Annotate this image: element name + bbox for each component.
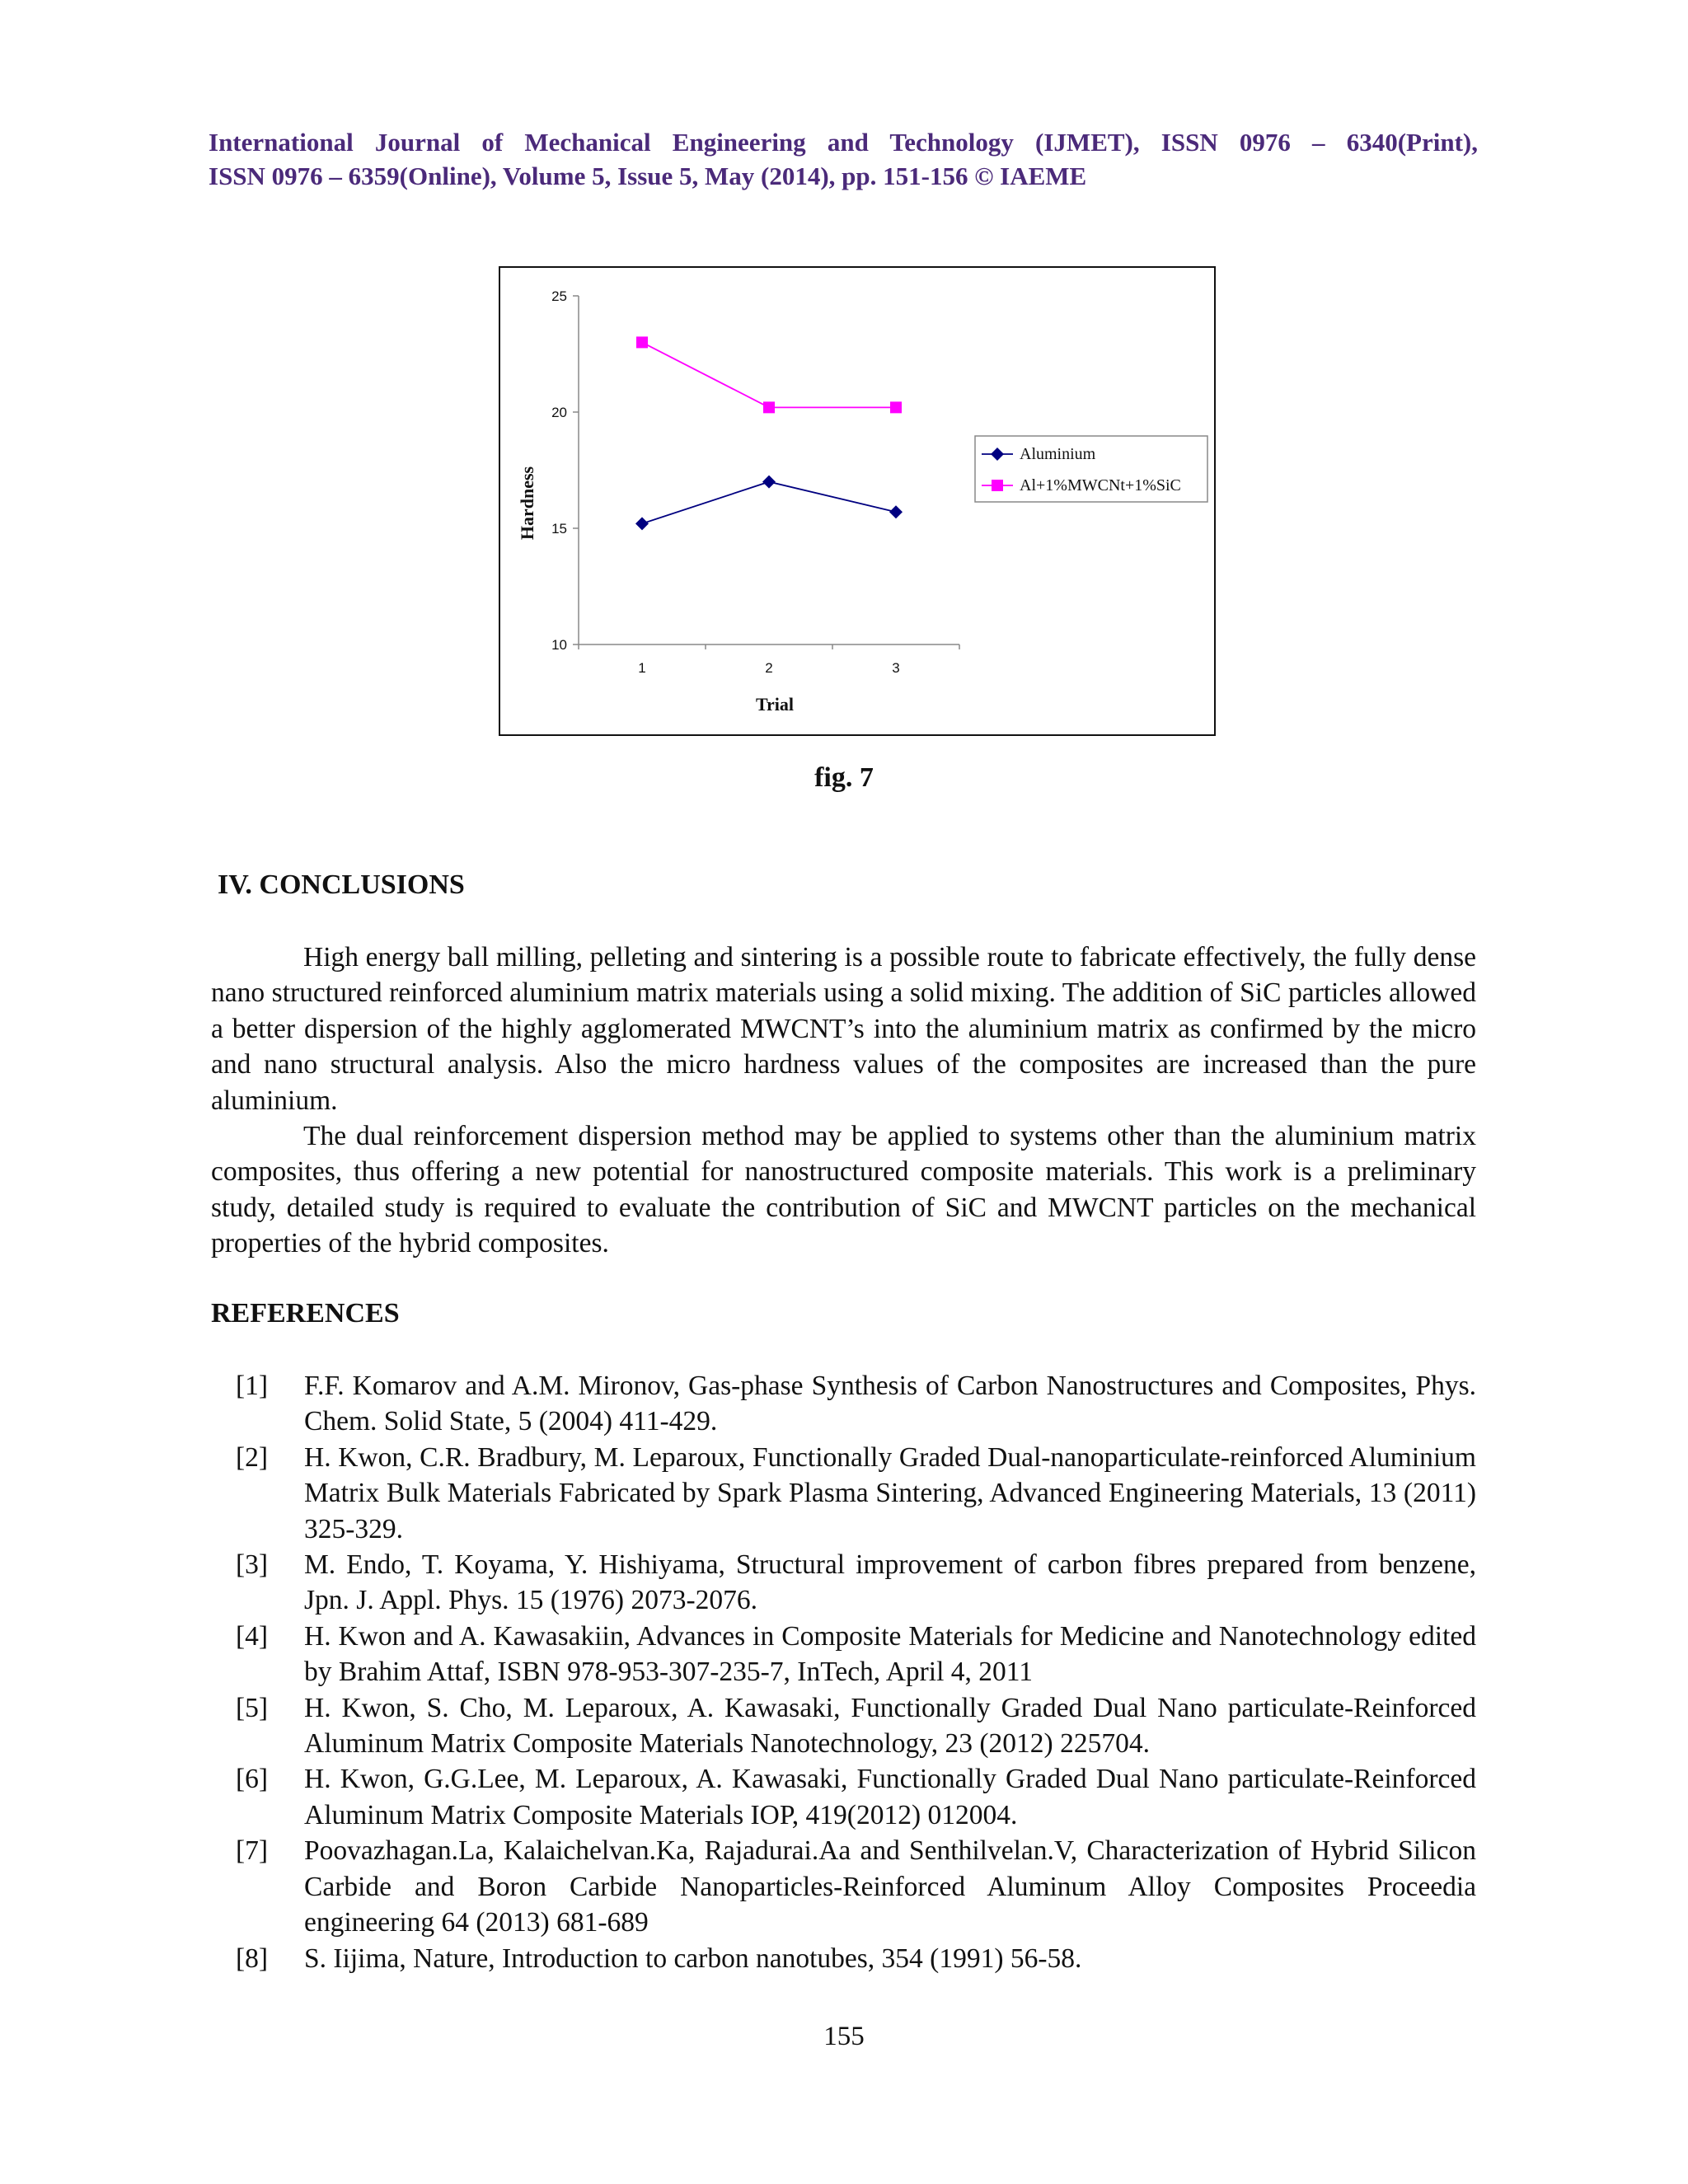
references-heading: REFERENCES bbox=[211, 1298, 400, 1329]
data-point-marker bbox=[635, 517, 649, 530]
reference-number: [7] bbox=[236, 1835, 269, 1867]
x-axis-title: Trial bbox=[755, 694, 795, 715]
journal-header-line-2: ISSN 0976 – 6359(Online), Volume 5, Issue 5, May (2014), pp. 151-156 © IAEME bbox=[209, 162, 1087, 190]
reference-number: [1] bbox=[236, 1371, 269, 1401]
y-tick-label: 25 bbox=[551, 288, 567, 304]
journal-header bbox=[209, 125, 1478, 193]
conclusions-paragraph: The dual reinforcement dispersion method may be applied to systems other than the aluminium matrix composites, thus offering a new potential for nanostructured composite materials. This work is a preliminary study, detailed study is required to evaluate the contribution of SiC and MWCNT particles on the mechanical properties of the hybrid composites. bbox=[211, 1121, 1476, 1259]
legend-marker bbox=[992, 480, 1003, 491]
conclusions-heading: IV. CONCLUSIONS bbox=[218, 869, 465, 900]
figure-caption: fig. 7 bbox=[814, 762, 874, 793]
hardness-chart-svg bbox=[500, 268, 1214, 734]
reference-item bbox=[211, 1440, 1476, 1547]
reference-item bbox=[211, 1368, 1476, 1440]
reference-text: S. Iijima, Nature, Introduction to carbon nanotubes, 354 (1991) 56-58. bbox=[304, 1943, 1082, 1974]
y-tick-label: 20 bbox=[551, 405, 567, 420]
x-tick-label: 3 bbox=[892, 660, 900, 676]
data-point-marker bbox=[636, 336, 648, 348]
reference-number: [3] bbox=[236, 1549, 269, 1581]
reference-item bbox=[211, 1941, 1476, 1976]
reference-text: H. Kwon and A. Kawasakiin, Advances in Composite Materials for Medicine and Nanotechnology edited by Brahim Attaf, ISBN 978-953-307-235-7, InTech, April 4, 2011 bbox=[304, 1620, 1476, 1688]
reference-text: F.F. Komarov and A.M. Mironov, Gas-phase Synthesis of Carbon Nanostructures and Composites, Phys. Chem. Solid State, 5 (2004) 411-429. bbox=[304, 1371, 1476, 1437]
x-tick-label: 2 bbox=[765, 660, 773, 676]
reference-text: Poovazhagan.La, Kalaichelvan.Ka, Rajadurai.Aa and Senthilvelan.V, Characterization of Hybrid Silicon Carbide and Boron Carbide Nanoparticles-Reinforced Aluminum Alloy Composites Proceedia engineering 64 (2013) 681-689 bbox=[304, 1835, 1476, 1938]
reference-text: M. Endo, T. Koyama, Y. Hishiyama, Structural improvement of carbon fibres prepared from benzene, Jpn. J. Appl. Phys. 15 (1976) 2073-2076. bbox=[304, 1549, 1476, 1616]
y-tick-label: 10 bbox=[551, 637, 567, 653]
legend-label: Al+1%MWCNt+1%SiC bbox=[1020, 476, 1181, 494]
reference-item bbox=[211, 1690, 1476, 1762]
data-point-marker bbox=[889, 505, 903, 518]
reference-item bbox=[211, 1547, 1476, 1619]
reference-item bbox=[211, 1833, 1476, 1940]
reference-item bbox=[211, 1761, 1476, 1833]
data-point-marker bbox=[762, 476, 776, 489]
x-tick-label: 1 bbox=[638, 660, 646, 676]
reference-number: [2] bbox=[236, 1441, 269, 1473]
conclusions-body bbox=[211, 940, 1476, 1262]
page-number: 155 bbox=[823, 2022, 865, 2051]
reference-text: H. Kwon, C.R. Bradbury, M. Leparoux, Functionally Graded Dual-nanoparticulate-reinforced Aluminium Matrix Bulk Materials Fabricated by Spark Plasma Sintering, Advanced Engineering Materials, 13 (2011) 325-329. bbox=[304, 1441, 1476, 1544]
reference-number: [5] bbox=[236, 1692, 269, 1723]
data-point-marker bbox=[890, 401, 902, 413]
reference-list bbox=[211, 1368, 1476, 1976]
y-tick-label: 15 bbox=[551, 521, 567, 537]
reference-text: H. Kwon, S. Cho, M. Leparoux, A. Kawasaki, Functionally Graded Dual Nano particulate-Reinforced Aluminum Matrix Composite Materials Nanotechnology, 23 (2012) 225704. bbox=[304, 1692, 1476, 1760]
data-point-marker bbox=[763, 401, 775, 413]
y-axis-title: Hardness bbox=[517, 466, 537, 541]
reference-number: [4] bbox=[236, 1620, 269, 1652]
hardness-chart bbox=[499, 266, 1216, 736]
reference-text: H. Kwon, G.G.Lee, M. Leparoux, A. Kawasaki, Functionally Graded Dual Nano particulate-Reinforced Aluminum Matrix Composite Materials IOP, 419(2012) 012004. bbox=[304, 1764, 1476, 1830]
legend-label: Aluminium bbox=[1020, 445, 1096, 463]
reference-number: [8] bbox=[236, 1943, 269, 1974]
reference-number: [6] bbox=[236, 1764, 269, 1795]
series-line bbox=[642, 342, 896, 407]
journal-header-line-1: International Journal of Mechanical Engineering and Technology (IJMET), ISSN 0976 – 6340(Print), bbox=[209, 128, 1478, 157]
conclusions-paragraph: High energy ball milling, pelleting and sintering is a possible route to fabricate effectively, the fully dense nano structured reinforced aluminium matrix materials using a solid mixing. The addition of SiC particles allowed a better dispersion of the highly agglomerated MWCNT’s into the aluminium matrix as confirmed by the micro and nano structural analysis. Also the micro hardness values of the composites are increased than the pure aluminium. bbox=[211, 942, 1476, 1116]
reference-item bbox=[211, 1619, 1476, 1690]
